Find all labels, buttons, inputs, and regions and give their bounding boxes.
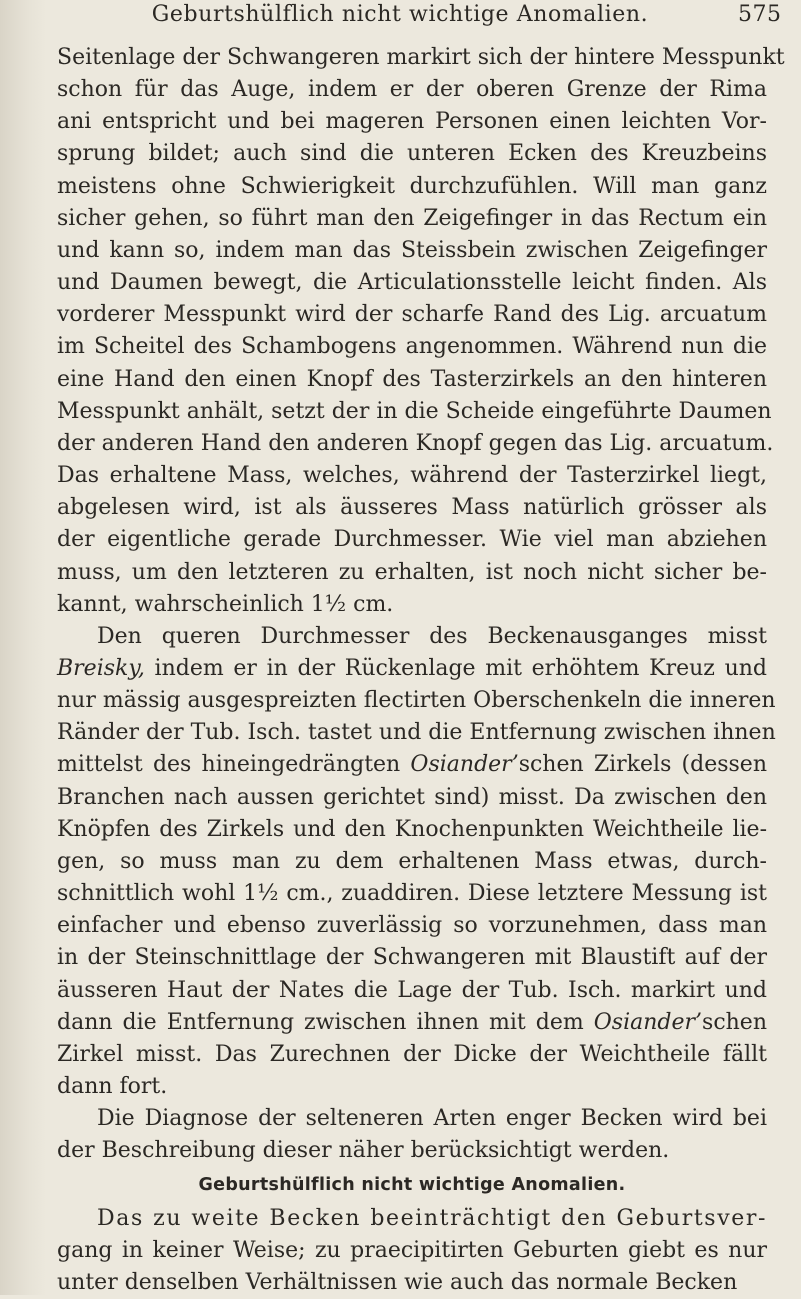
running-head: Geburtshülflich nicht wichtige Anomalien. [151, 2, 649, 27]
text-line [57, 653, 767, 685]
text-line: dann fort. [57, 1074, 168, 1099]
paragraph-wide-pelvis [57, 1203, 767, 1299]
body-text [57, 42, 785, 1299]
paragraph-measurement-technique [57, 42, 785, 621]
text-line: im Scheitel des Schambogens angenommen. Während nun die [57, 334, 767, 360]
text-line: Das erhaltene Mass, welches, während der Tasterzirkel liegt, [57, 463, 767, 489]
text-line: schnittlich wohl 1½ cm., zuaddiren. Diese letztere Messung ist [57, 881, 767, 907]
text-line [57, 749, 767, 781]
text-line: meistens ohne Schwierigkeit durchzufühlen. Will man ganz [57, 173, 767, 199]
page-number: 575 [738, 2, 782, 27]
text-line: gang in keiner Weise; zu praecipitirten Geburten giebt es nur [57, 1237, 767, 1263]
line-segment: mittelst des hineingedrängten [57, 752, 401, 778]
section-heading: Geburtshülflich nicht wichtige Anomalien. [198, 1175, 626, 1196]
text-line: Branchen nach aussen gerichtet sind) misst. Da zwischen den [57, 784, 767, 810]
text-line: Knöpfen des Zirkels und den Knochenpunkten Weichtheile lie- [57, 816, 767, 842]
text-line: Die Diagnose der selteneren Arten enger Becken wird bei [97, 1106, 767, 1132]
text-line: Das zu weite Becken beeinträchtigt den Geburtsver- [97, 1205, 767, 1231]
text-line: sicher gehen, so führt man den Zeigefinger in das Rectum ein [57, 205, 767, 231]
line-segment: Den queren Durchmesser des Beckenausganges misst [97, 623, 767, 649]
text-line: sprung bildet; auch sind die unteren Ecken des Kreuzbeins [57, 141, 767, 167]
text-line: der Beschreibung dieser näher berücksichtigt werden. [57, 1138, 670, 1164]
text-line: Messpunkt anhält, setzt der in die Scheide eingeführte Daumen [57, 398, 772, 424]
text-line: Seitenlage der Schwangeren markirt sich der hintere Messpunkt [57, 45, 785, 70]
text-line: einfacher und ebenso zuverlässig so vorzunehmen, dass man [57, 913, 767, 939]
text-line: und kann so, indem man das Steissbein zwischen Zeigefinger [57, 237, 767, 263]
text-line: der eigentliche gerade Durchmesser. Wie viel man abziehen [57, 527, 767, 553]
text-line: vorderer Messpunkt wird der scharfe Rand des Lig. arcuatum [57, 302, 767, 328]
text-line: Ränder der Tub. Isch. tastet und die Entfernung zwischen ihnen [57, 720, 776, 746]
text-line: äusseren Haut der Nates die Lage der Tub. Isch. markirt und [57, 977, 767, 1003]
text-line: nur mässig ausgespreizten flectirten Oberschenkeln die inneren [57, 688, 776, 714]
paragraph-transverse-diameter [57, 621, 776, 1103]
text-line: Zirkel misst. Das Zurechnen der Dicke der Weichtheile fällt [57, 1041, 767, 1067]
line-segment: schen Zirkels (dessen [518, 752, 767, 778]
text-line: kannt, wahrscheinlich 1½ cm. [57, 591, 394, 617]
line-segment: dann die Entfernung zwischen ihnen mit dem [57, 1009, 584, 1035]
text-line: ani entspricht und bei mageren Personen einen leichten Vor- [57, 109, 767, 135]
line-segment: indem er in der Rückenlage mit erhöhtem Kreuz und [154, 655, 767, 681]
text-line: schon für das Auge, indem er der oberen Grenze der Rima [57, 77, 767, 103]
text-line: muss, um den letzteren zu erhalten, ist noch nicht sicher be- [57, 559, 767, 585]
text-line: gen, so muss man zu dem erhaltenen Mass etwas, durch- [57, 848, 767, 874]
text-line: und Daumen bewegt, die Articulationsstelle leicht finden. Als [57, 270, 767, 296]
author-name-breisky: Breisky, [57, 655, 145, 681]
text-line: unter denselben Verhältnissen wie auch das normale Becken [57, 1269, 738, 1295]
paragraph-diagnosis [57, 1103, 767, 1167]
text-line [57, 621, 767, 653]
text-line: in der Steinschnittlage der Schwangeren mit Blaustift auf der [57, 945, 767, 971]
author-name-osiander: Osiander’ [593, 1009, 703, 1035]
text-line: der anderen Hand den anderen Knopf gegen das Lig. arcuatum. [57, 430, 774, 456]
text-line [57, 1007, 767, 1039]
text-line: abgelesen wird, ist als äusseres Mass natürlich grösser als [57, 495, 767, 521]
text-line: eine Hand den einen Knopf des Tasterzirkels an den hinteren [57, 366, 767, 392]
line-segment: schen [702, 1009, 767, 1035]
author-name-osiander: Osiander’ [410, 752, 519, 778]
